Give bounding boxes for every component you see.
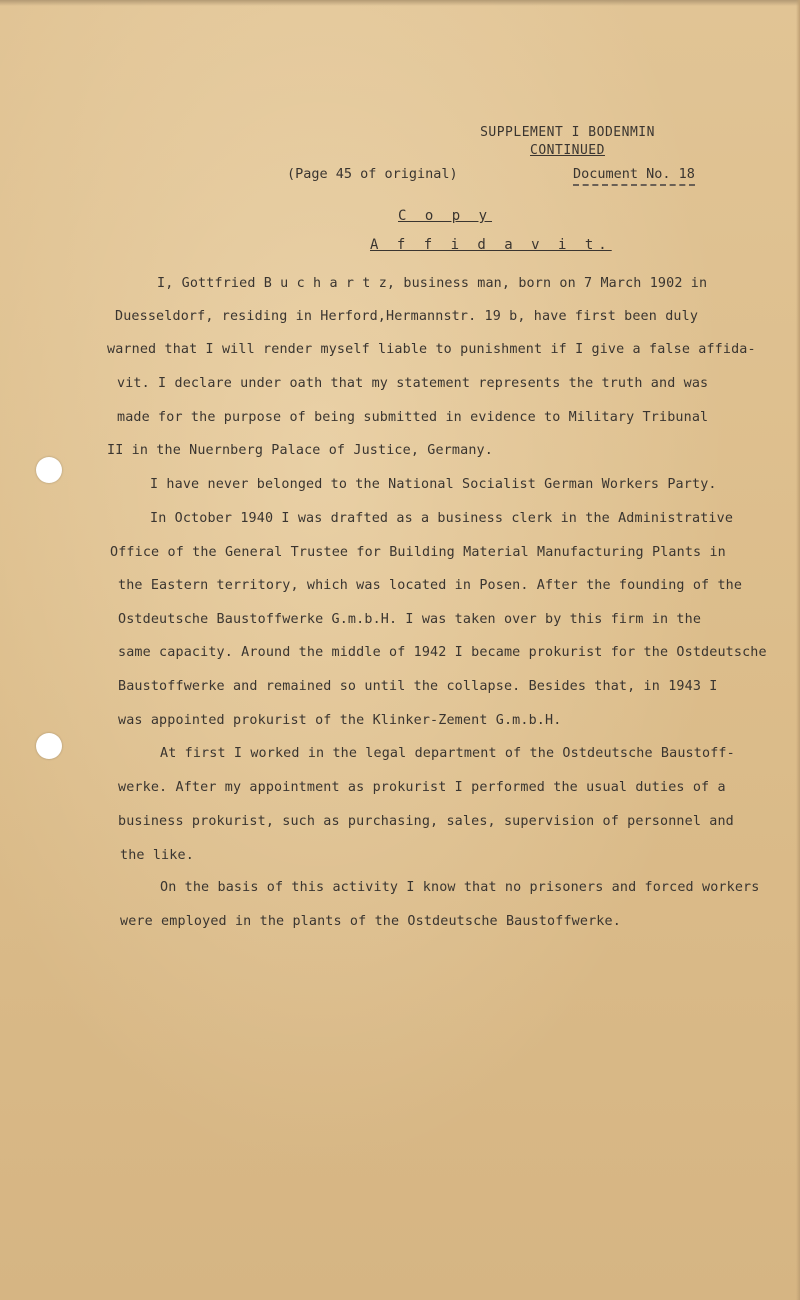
affidavit-heading: A f f i d a v i t. bbox=[370, 237, 612, 253]
body-line: I, Gottfried B u c h a r t z, business man, born on 7 March 1902 in bbox=[157, 276, 708, 291]
body-line: business prokurist, such as purchasing, sales, supervision of personnel and bbox=[118, 814, 734, 829]
supplement-header bbox=[470, 124, 665, 160]
body-line: the like. bbox=[120, 848, 194, 863]
body-line: werke. After my appointment as prokurist I performed the usual duties of a bbox=[118, 780, 726, 795]
body-line: II in the Nuernberg Palace of Justice, Germany. bbox=[107, 443, 493, 458]
supplement-continued: CONTINUED bbox=[530, 143, 605, 158]
copy-heading: C o p y bbox=[398, 208, 493, 224]
body-line: were employed in the plants of the Ostdeutsche Baustoffwerke. bbox=[120, 914, 621, 929]
page-top-edge bbox=[0, 0, 800, 6]
body-line: At first I worked in the legal department of the Ostdeutsche Baustoff- bbox=[160, 746, 735, 761]
body-line: warned that I will render myself liable to punishment if I give a false affida- bbox=[107, 342, 756, 357]
supplement-title: SUPPLEMENT I BODENMIN bbox=[480, 125, 655, 140]
body-line: In October 1940 I was drafted as a business clerk in the Administrative bbox=[150, 511, 734, 526]
body-line: same capacity. Around the middle of 1942 I became prokurist for the Ostdeutsche bbox=[118, 645, 767, 660]
body-line: On the basis of this activity I know that no prisoners and forced workers bbox=[160, 880, 760, 895]
original-page-reference: (Page 45 of original) bbox=[287, 166, 458, 182]
body-line: I have never belonged to the National Socialist German Workers Party. bbox=[150, 477, 717, 492]
body-line: Ostdeutsche Baustoffwerke G.m.b.H. I was taken over by this firm in the bbox=[118, 612, 702, 627]
body-line: Duesseldorf, residing in Herford,Hermannstr. 19 b, have first been duly bbox=[115, 309, 699, 324]
body-line: made for the purpose of being submitted in evidence to Military Tribunal bbox=[117, 410, 709, 425]
body-line: was appointed prokurist of the Klinker-Zement G.m.b.H. bbox=[118, 713, 562, 728]
body-line: vit. I declare under oath that my statement represents the truth and was bbox=[117, 376, 709, 391]
body-line: Office of the General Trustee for Building Material Manufacturing Plants in bbox=[110, 545, 726, 560]
page-right-edge bbox=[796, 0, 800, 1300]
punch-hole-upper bbox=[36, 457, 62, 483]
punch-hole-lower bbox=[36, 733, 62, 759]
body-line: Baustoffwerke and remained so until the collapse. Besides that, in 1943 I bbox=[118, 679, 718, 694]
document-number: Document No. 18 bbox=[573, 166, 695, 186]
body-line: the Eastern territory, which was located in Posen. After the founding of the bbox=[118, 578, 743, 593]
